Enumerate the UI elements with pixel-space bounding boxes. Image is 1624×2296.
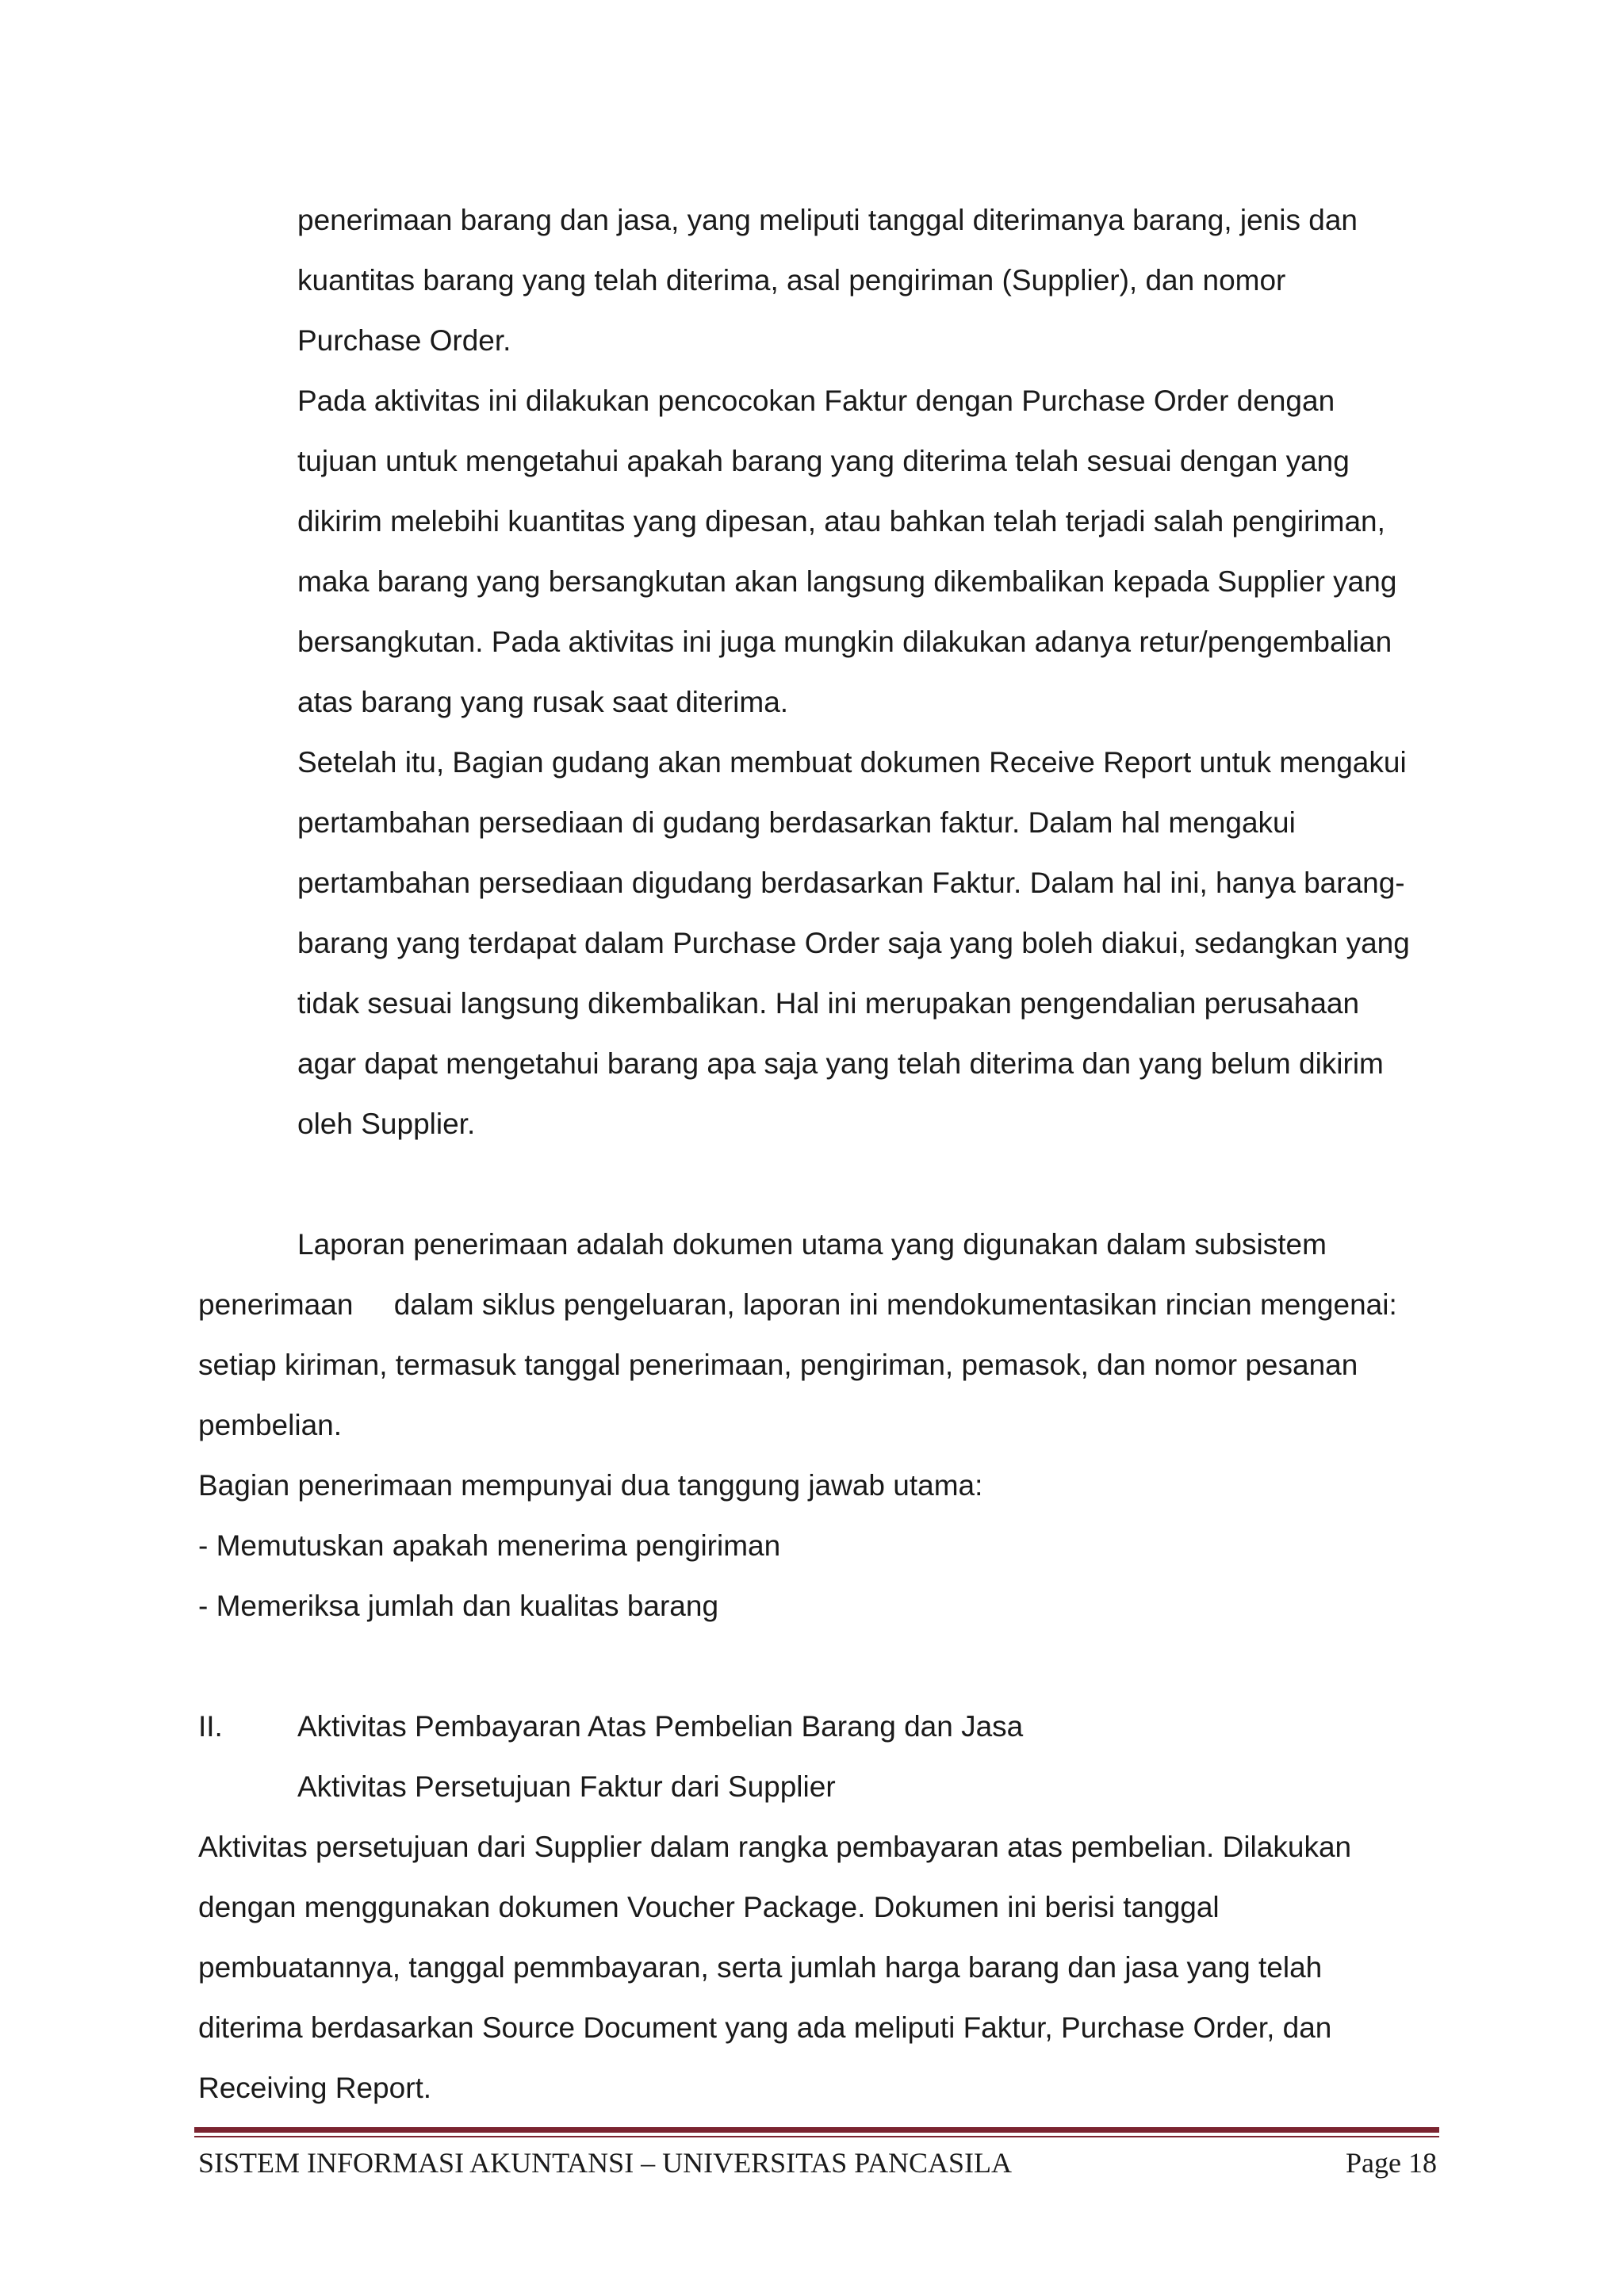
- text-line: pembuatannya, tanggal pemmbayaran, serta jumlah harga barang dan jasa yang telah: [198, 1951, 1323, 1984]
- text-line: penerimaan barang dan jasa, yang meliputi tanggal diterimanya barang, jenis dan: [297, 204, 1358, 236]
- text-line: dikirim melebihi kuantitas yang dipesan, atau bahkan telah terjadi salah pengiriman,: [297, 505, 1385, 538]
- section-number: II.: [198, 1710, 223, 1743]
- text-line: Laporan penerimaan adalah dokumen utama yang digunakan dalam subsistem: [297, 1228, 1327, 1261]
- footer-divider-thick: [194, 2127, 1439, 2133]
- text-line: pertambahan persediaan digudang berdasarkan Faktur. Dalam hal ini, hanya barang-: [297, 867, 1405, 899]
- section-title: Aktivitas Pembayaran Atas Pembelian Barang dan Jasa: [297, 1710, 1024, 1743]
- text-line: oleh Supplier.: [297, 1108, 476, 1140]
- text-line: bersangkutan. Pada aktivitas ini juga mungkin dilakukan adanya retur/pengembalian: [297, 626, 1392, 658]
- text-line: tidak sesuai langsung dikembalikan. Hal ini merupakan pengendalian perusahaan: [297, 987, 1360, 1020]
- text-line: setiap kiriman, termasuk tanggal penerimaan, pengiriman, pemasok, dan nomor pesanan: [198, 1349, 1358, 1381]
- text-line: atas barang yang rusak saat diterima.: [297, 686, 789, 718]
- text-line: diterima berdasarkan Source Document yang ada meliputi Faktur, Purchase Order, dan: [198, 2011, 1332, 2044]
- text-line: kuantitas barang yang telah diterima, asal pengiriman (Supplier), dan nomor: [297, 264, 1286, 297]
- text-line: penerimaan dalam siklus pengeluaran, laporan ini mendokumentasikan rincian mengenai:: [198, 1288, 1397, 1321]
- text-line: Bagian penerimaan mempunyai dua tanggung jawab utama:: [198, 1469, 983, 1502]
- footer-divider-thin: [194, 2136, 1439, 2137]
- text-line: maka barang yang bersangkutan akan langsung dikembalikan kepada Supplier yang: [297, 565, 1397, 598]
- list-item: - Memutuskan apakah menerima pengiriman: [198, 1529, 781, 1562]
- section-subtitle: Aktivitas Persetujuan Faktur dari Supplier: [297, 1770, 836, 1803]
- text-line: pertambahan persediaan di gudang berdasarkan faktur. Dalam hal mengakui: [297, 806, 1296, 839]
- text-line: pembelian.: [198, 1409, 343, 1441]
- footer-title: SISTEM INFORMASI AKUNTANSI – UNIVERSITAS PANCASILA: [198, 2147, 1013, 2179]
- text-line: dengan menggunakan dokumen Voucher Package. Dokumen ini berisi tanggal: [198, 1891, 1220, 1923]
- text-line: Pada aktivitas ini dilakukan pencocokan Faktur dengan Purchase Order dengan: [297, 385, 1335, 417]
- list-item: - Memeriksa jumlah dan kualitas barang: [198, 1590, 719, 1622]
- text-line: tujuan untuk mengetahui apakah barang yang diterima telah sesuai dengan yang: [297, 445, 1350, 477]
- text-line: Receiving Report.: [198, 2072, 432, 2104]
- text-line: agar dapat mengetahui barang apa saja yang telah diterima dan yang belum dikirim: [297, 1047, 1384, 1080]
- page-number: Page 18: [1346, 2147, 1437, 2179]
- text-line: Purchase Order.: [297, 324, 511, 357]
- text-line: barang yang terdapat dalam Purchase Order saja yang boleh diakui, sedangkan yang: [297, 927, 1410, 959]
- text-line: Setelah itu, Bagian gudang akan membuat dokumen Receive Report untuk mengakui: [297, 746, 1407, 779]
- text-line: Aktivitas persetujuan dari Supplier dalam rangka pembayaran atas pembelian. Dilakukan: [198, 1831, 1352, 1863]
